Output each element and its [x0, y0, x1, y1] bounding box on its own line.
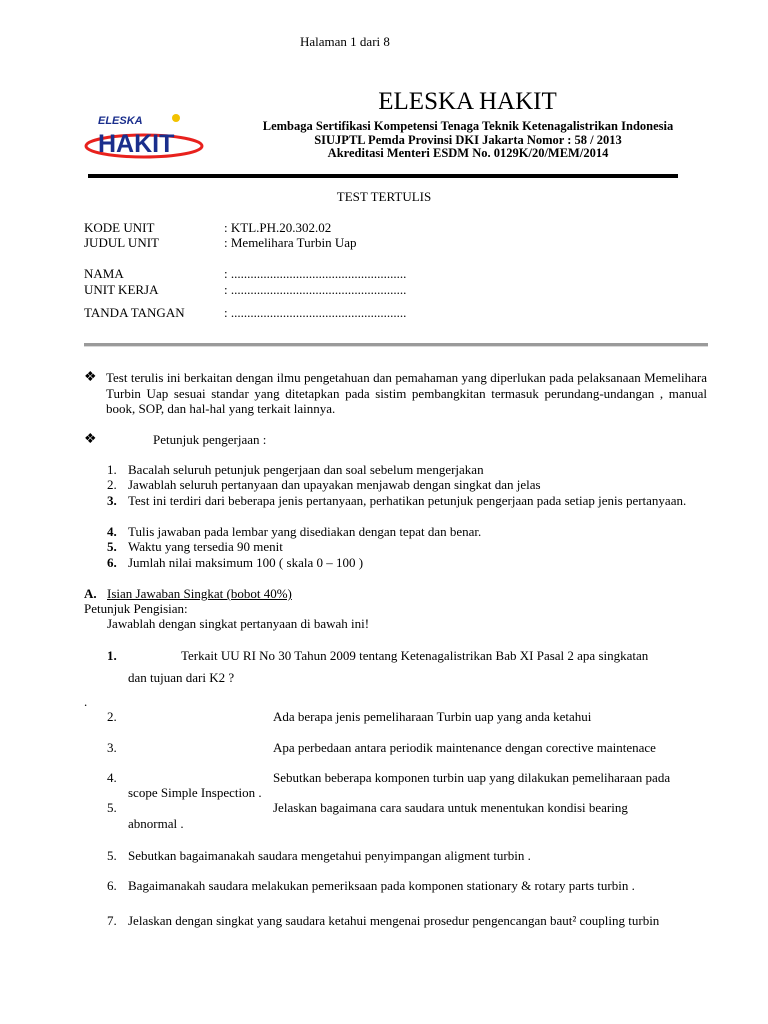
instruction-text: Waktu yang tersedia 90 menit [128, 539, 283, 554]
field-label-tanda-tangan: TANDA TANGAN [84, 305, 185, 320]
section-divider [84, 343, 708, 347]
question-number: 4. [107, 770, 117, 785]
question-text: Ada berapa jenis pemeliharaan Turbin uap yang anda ketahui [273, 709, 592, 724]
section-a-letter: A. [84, 586, 97, 601]
logo-text-small: ELESKA [98, 115, 143, 127]
field-value-kode-unit: : KTL.PH.20.302.02 [224, 220, 332, 235]
question-text: Sebutkan bagaimanakah saudara mengetahui penyimpangan aligment turbin . [128, 848, 531, 863]
field-value-judul-unit[interactable]: : Memelihara Turbin Uap [224, 235, 357, 250]
instruction-number: 4. [107, 524, 117, 539]
question-text-cont: abnormal . [128, 816, 184, 831]
question-number: 5. [107, 848, 117, 863]
instruction-number: 2. [107, 477, 117, 492]
field-nama-input[interactable]: : ...................................................... [224, 266, 407, 281]
question-text: Jelaskan dengan singkat yang saudara ketahui mengenai prosedur pengencangan baut² coupling turbin [128, 913, 660, 928]
instruction-text: Bacalah seluruh petunjuk pengerjaan dan soal sebelum mengerjakan [128, 462, 484, 477]
org-line-2: SIUJPTL Pemda Provinsi DKI Jakarta Nomor : 58 / 2013 [314, 133, 622, 147]
section-a-title [107, 586, 292, 602]
logo-text-big: HAKIT [98, 130, 175, 158]
instruction-text: Jumlah nilai maksimum 100 ( skala 0 – 100 ) [128, 555, 364, 570]
page-indicator: Halaman 1 dari 8 [300, 34, 390, 49]
question-text: Apa perbedaan antara periodik maintenance dengan corective maintenace [273, 740, 656, 755]
doc-title: TEST TERTULIS [336, 189, 432, 204]
field-label-unit-kerja: UNIT KERJA [84, 282, 159, 297]
question-number: 7. [107, 913, 117, 928]
instruction-text: Tulis jawaban pada lembar yang disediakan dengan tepat dan benar. [128, 524, 482, 539]
section-a-guide-heading: Petunjuk Pengisian: [84, 601, 188, 616]
question-number: 6. [107, 878, 117, 893]
field-label-kode-unit: KODE UNIT [84, 220, 155, 235]
question-number: 1. [107, 648, 117, 663]
section-a-title-text: Isian Jawaban Singkat (bobot 40%) [107, 586, 292, 601]
diamond-bullet-icon: ❖ [84, 370, 97, 385]
org-line-1: Lembaga Sertifikasi Kompetensi Tenaga Teknik Ketenagalistrikan Indonesia [262, 119, 674, 133]
org-line-3: Akreditasi Menteri ESDM No. 0129K/20/MEM/2014 [327, 146, 609, 160]
question-number: 5. [107, 800, 117, 815]
section-a-guide-text: Jawablah dengan singkat pertanyaan di bawah ini! [107, 616, 370, 631]
field-label-nama: NAMA [84, 266, 124, 281]
instruction-text: Test ini terdiri dari beberapa jenis pertanyaan, perhatikan petunjuk pengerjaan pada setiap jenis pertanyaan. [128, 493, 687, 508]
question-text: Bagaimanakah saudara melakukan pemeriksaan pada komponen stationary & rotary parts turbin . [128, 878, 635, 893]
instruction-text: Jawablah seluruh pertanyaan dan upayakan menjawab dengan singkat dan jelas [128, 477, 541, 492]
question-text: Sebutkan beberapa komponen turbin uap yang dilakukan pemeliharaan pada [273, 770, 671, 785]
field-unit-kerja-input[interactable]: : ...................................................... [224, 282, 407, 297]
instructions-heading: Petunjuk pengerjaan : [153, 432, 267, 447]
instruction-number: 6. [107, 555, 117, 570]
instruction-number: 3. [107, 493, 117, 508]
instruction-number: 5. [107, 539, 117, 554]
question-text: Jelaskan bagaimana cara saudara untuk menentukan kondisi bearing [273, 800, 628, 815]
question-text: Terkait UU RI No 30 Tahun 2009 tentang Ketenagalistrikan Bab XI Pasal 2 apa singkatan [181, 648, 649, 663]
org-name: ELESKA HAKIT [378, 88, 557, 115]
stray-dot: . [84, 694, 88, 709]
diamond-bullet-icon: ❖ [84, 432, 97, 447]
question-number: 3. [107, 740, 117, 755]
intro-paragraph: Test terulis ini berkaitan dengan ilmu pengetahuan dan pemahaman yang diperlukan pada pelaksanaan Memelihara Turbin Uap sesuai standar yang ditetapkan pada sistim pembangkitan termasuk perundang-undangan , manual book, SOP, dan hal-hal yang terkait lainnya. [106, 370, 707, 416]
header-divider [88, 174, 678, 178]
question-number: 2. [107, 709, 117, 724]
question-text-cont: dan tujuan dari K2 ? [128, 670, 235, 685]
instruction-number: 1. [107, 462, 117, 477]
question-text-cont: scope Simple Inspection . [128, 785, 262, 800]
field-label-judul-unit: JUDUL UNIT [84, 235, 159, 250]
field-tanda-tangan-input[interactable]: : ...................................................... [224, 305, 407, 320]
